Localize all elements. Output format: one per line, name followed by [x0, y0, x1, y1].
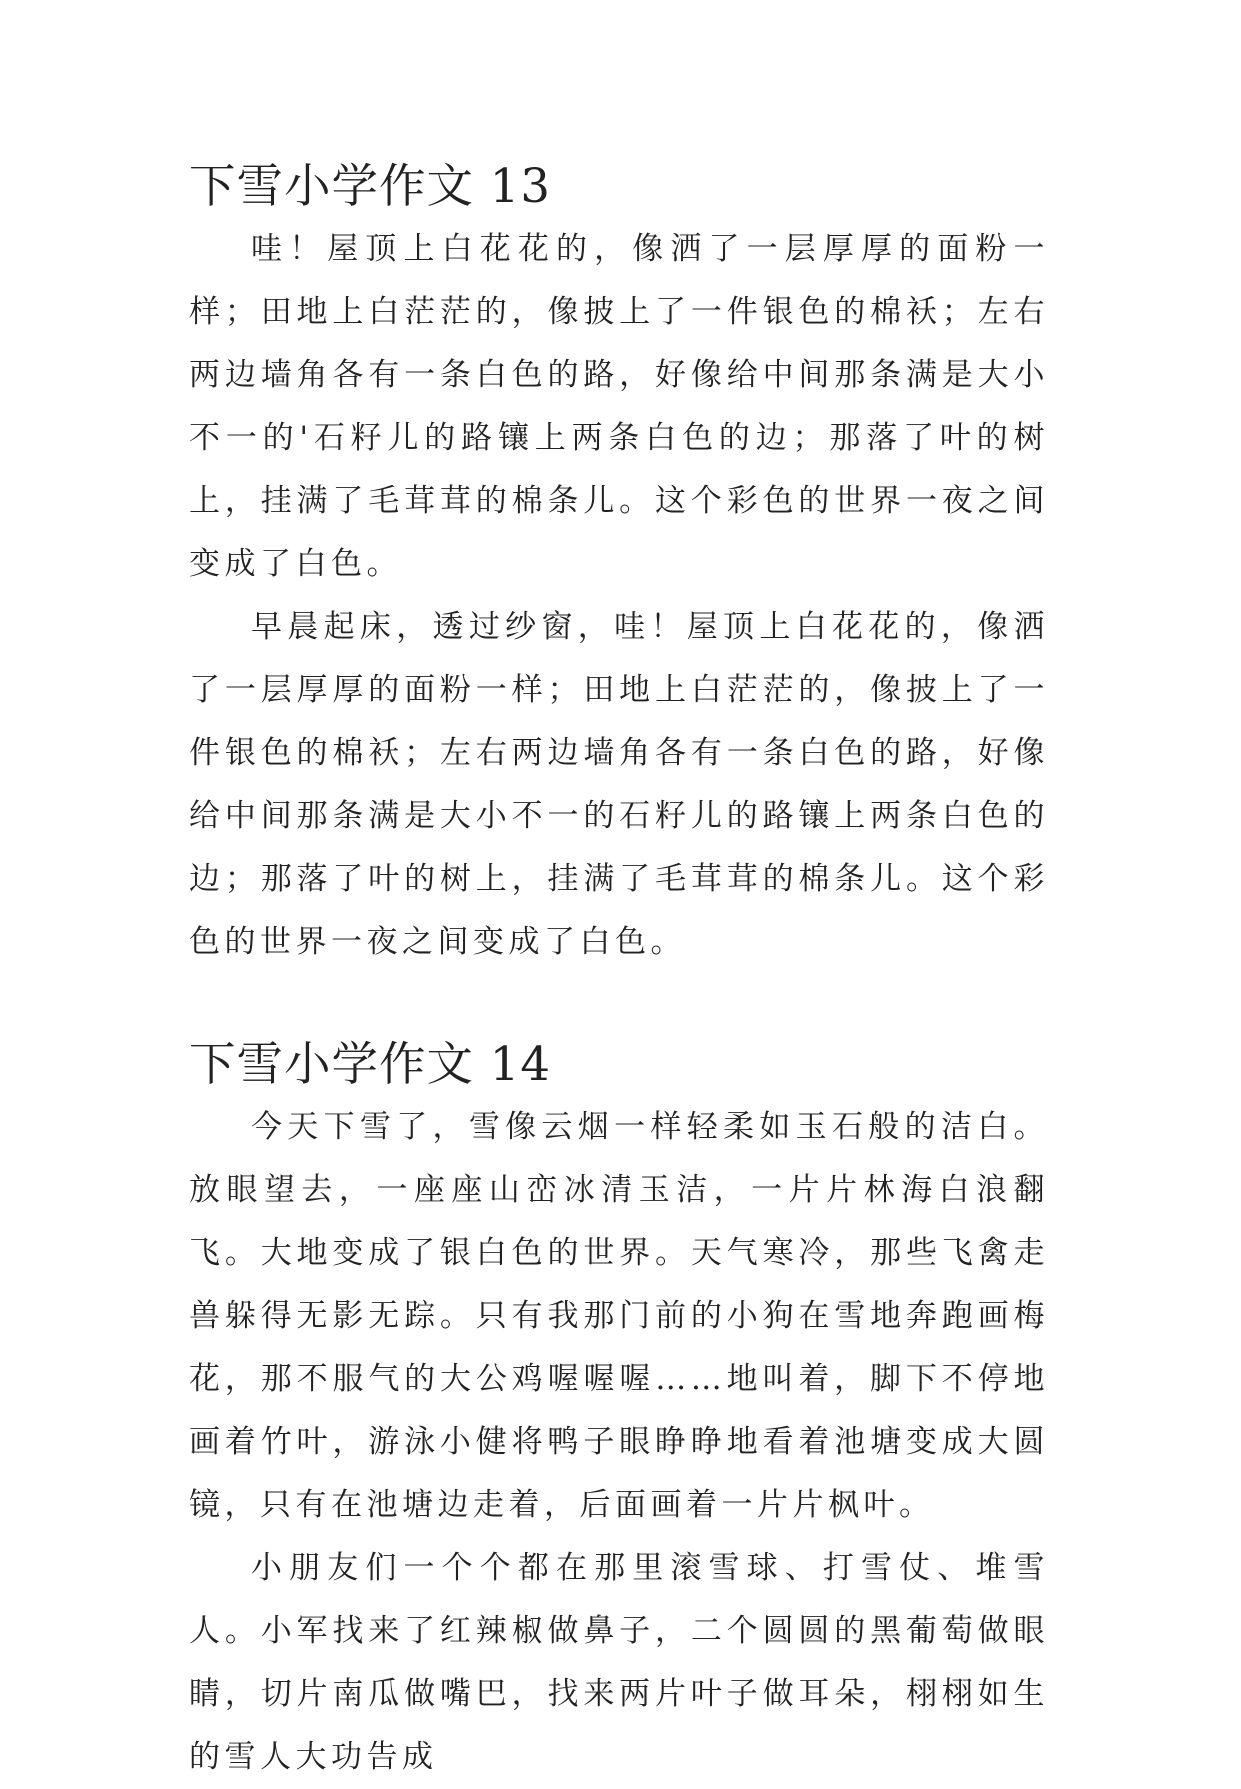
- essay-section-13: [189, 155, 1049, 974]
- essay-paragraph: 小朋友们一个个都在那里滚雪球、打雪仗、堆雪人。小军找来了红辣椒做鼻子，二个圆圆的黑葡萄做眼睛，切片南瓜做嘴巴，找来两片叶子做耳朵，栩栩如生的雪人大功告成: [189, 1550, 1049, 1775]
- essay-heading: 下雪小学作文 13: [189, 159, 551, 213]
- essay-heading: 下雪小学作文 14: [189, 1037, 551, 1091]
- essay-paragraph: 哇！屋顶上白花花的，像洒了一层厚厚的面粉一样；田地上白茫茫的，像披上了一件银色的棉袄；左右两边墙角各有一条白色的路，好像给中间那条满是大小不一的'石籽儿的路镶上两条白色的边；那落了叶的树上，挂满了毛茸茸的棉条儿。这个彩色的世界一夜之间变成了白色。: [189, 231, 1049, 582]
- essay-paragraph: 今天下雪了，雪像云烟一样轻柔如玉石般的洁白。放眼望去，一座座山峦冰清玉洁，一片片林海白浪翻飞。大地变成了银白色的世界。天气寒冷，那些飞禽走兽躲得无影无踪。只有我那门前的小狗在雪地奔跑画梅花，那不服气的大公鸡喔喔喔……地叫着，脚下不停地画着竹叶，游泳小健将鸭子眼睁睁地看着池塘变成大圆镜，只有在池塘边走着，后面画着一片片枫叶。: [189, 1109, 1049, 1523]
- essay-section-14: [189, 1033, 1049, 1789]
- essay-paragraph: 早晨起床，透过纱窗，哇！屋顶上白花花的，像洒了一层厚厚的面粉一样；田地上白茫茫的，像披上了一件银色的棉袄；左右两边墙角各有一条白色的路，好像给中间那条满是大小不一的石籽儿的路镶上两条白色的边；那落了叶的树上，挂满了毛茸茸的棉条儿。这个彩色的世界一夜之间变成了白色。: [189, 609, 1049, 960]
- section-spacer: [189, 974, 1049, 1033]
- document-body: [189, 155, 1049, 1789]
